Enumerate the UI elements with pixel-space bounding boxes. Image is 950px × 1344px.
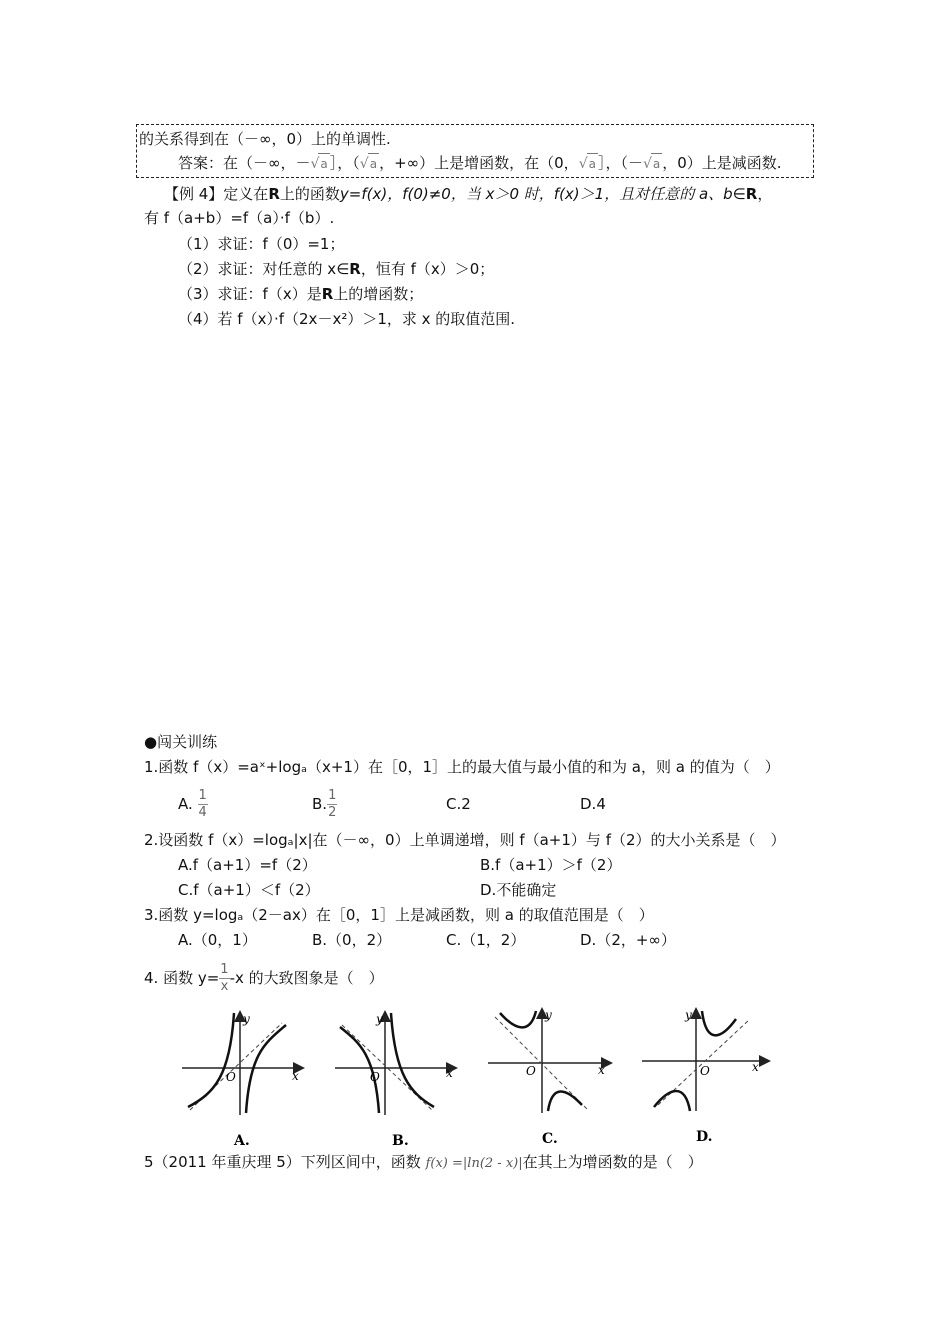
p2-option-a: A.f（a+1）=f（2） — [178, 856, 317, 874]
graph-options — [170, 1005, 790, 1150]
graph-a-caption: A. — [234, 1133, 250, 1149]
graph-c — [488, 1008, 610, 1147]
example4-q4: （4）若 f（x）·f（2x－x²）＞1，求 x 的取值范围. — [178, 310, 516, 328]
answer-line: 答案：在（－∞，－√a ］，（√a ，+∞）上是增函数，在（0，√a ］，（－√a ，0）上是减函数. — [178, 154, 782, 172]
graph-d-x-label: x — [752, 1060, 759, 1074]
sqrt-a-1: a — [318, 153, 329, 174]
graph-a-y-label: y — [243, 1012, 250, 1026]
p1-option-c: C.2 — [446, 795, 471, 813]
fraction-1-2: $\frac{1}{2}$ — [328, 788, 337, 820]
p1-option-a: A. $\frac{1}{4}$ — [178, 788, 207, 820]
training-heading: ●闯关训练 — [144, 733, 218, 751]
problem-1: 1.函数 f（x）=aˣ+logₐ（x+1）在［0，1］上的最大值与最小值的和为 a，则 a 的值为（ ） — [144, 758, 780, 776]
problem-5: 5（2011 年重庆理 5）下列区间中，函数 f(x) =|ln(2 - x)|在其上为增函数的是（ ） — [144, 1153, 703, 1171]
graph-b-y-label: y — [376, 1012, 383, 1026]
example4-q2: （2）求证：对任意的 x∈R，恒有 f（x）＞0； — [178, 260, 495, 278]
example4-line1: 【例 4】定义在R上的函数y=f(x)，f(0)≠0，当 x＞0 时，f(x)＞1，且对任意的 a、b∈R， — [164, 185, 773, 203]
problem-3: 3.函数 y=logₐ（2－ax）在［0，1］上是减函数，则 a 的取值范围是（ ） — [144, 906, 654, 924]
p3-option-d: D.（2，+∞） — [580, 931, 676, 949]
fraction-1-4: $\frac{1}{4}$ — [198, 788, 207, 820]
graph-d — [642, 1008, 768, 1145]
example4-q1: （1）求证：f（0）=1； — [178, 235, 345, 253]
sqrt-a-4: a — [651, 153, 662, 174]
graph-c-caption: C. — [542, 1131, 558, 1147]
sqrt-a-3: a — [587, 153, 598, 174]
p1-option-b: B. $\frac{1}{2}$ — [312, 788, 337, 820]
graph-c-origin: O — [526, 1064, 536, 1078]
example4-line2: 有 f（a+b）=f（a）·f（b）. — [144, 209, 335, 227]
graph-d-origin: O — [700, 1064, 710, 1078]
sqrt-a-2: a — [368, 153, 379, 174]
graph-b-x-label: x — [446, 1066, 453, 1080]
p5-formula: f(x) =|ln(2 - x)| — [425, 1156, 523, 1171]
graph-c-y-label: y — [545, 1008, 552, 1022]
example4-q3: （3）求证：f（x）是R上的增函数； — [178, 285, 424, 303]
graph-c-x-label: x — [598, 1063, 605, 1077]
graph-a-origin: O — [226, 1070, 236, 1084]
p3-option-b: B.（0，2） — [312, 931, 392, 949]
graph-a — [182, 1012, 302, 1149]
graph-b-caption: B. — [392, 1133, 409, 1149]
p3-option-c: C.（1，2） — [446, 931, 526, 949]
problem-2: 2.设函数 f（x）=logₐ|x|在（－∞，0）上单调递增，则 f（a+1）与 f（2）的大小关系是（ ） — [144, 831, 786, 849]
p2-option-d: D.不能确定 — [480, 881, 557, 899]
p1-option-d: D.4 — [580, 795, 606, 813]
box-line-1: 的关系得到在（－∞，0）上的单调性. — [139, 130, 391, 148]
problem-4: 4. 函数 y= $\frac{1}{x}$ -x 的大致图象是（ ） — [144, 962, 384, 994]
fraction-1-x: $\frac{1}{x}$ — [220, 962, 229, 994]
p3-option-a: A.（0，1） — [178, 931, 257, 949]
p2-option-c: C.f（a+1）＜f（2） — [178, 881, 320, 899]
graph-d-caption: D. — [696, 1129, 713, 1145]
graph-b-origin: O — [370, 1070, 380, 1084]
graph-a-x-label: x — [292, 1069, 299, 1083]
graph-b — [335, 1012, 455, 1149]
p2-option-b: B.f（a+1）＞f（2） — [480, 856, 622, 874]
graph-d-y-label: y — [685, 1008, 692, 1022]
